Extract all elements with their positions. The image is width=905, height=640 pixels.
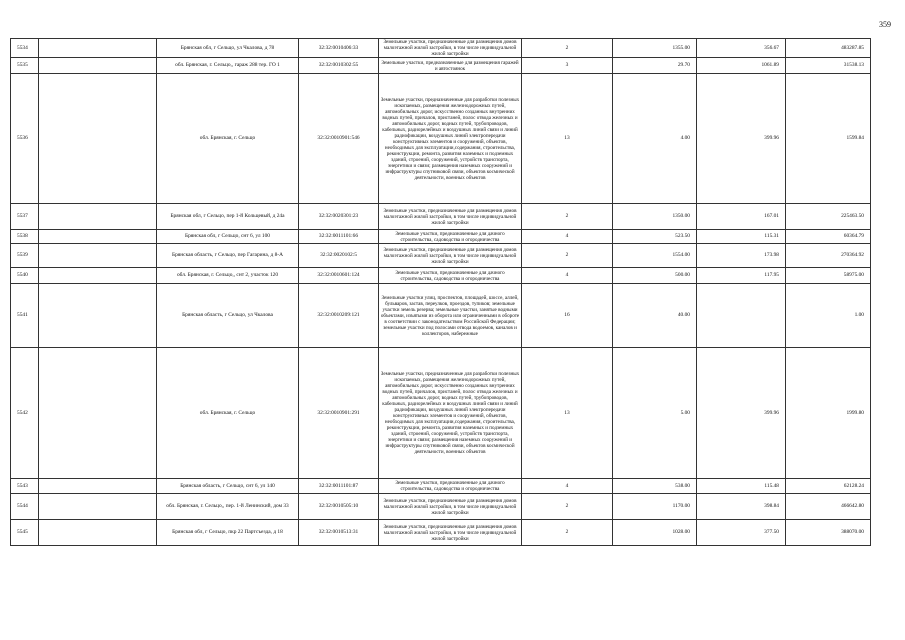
blank-cell [39,74,157,204]
cadastral-number-cell: 32:32:0010513:31 [299,520,379,546]
blank-cell [39,520,157,546]
specific-value-cell: 115.31 [697,230,786,244]
group-cell: 4 [522,268,613,284]
area-cell: 1350.00 [613,204,697,230]
group-cell: 13 [522,348,613,479]
specific-value-cell: 377.50 [697,520,786,546]
area-cell: 4.00 [613,74,697,204]
table-row [11,268,871,284]
specific-value-cell: 356.67 [697,39,786,58]
row-number: 5534 [11,39,39,58]
land-use-cell: Земельные участки, предназначенные для размещения домов малоэтажной жилой застройки, в том числе индивидуальной жилой застройки [379,244,522,268]
land-use-cell: Земельные участки, предназначенные для размещения домов малоэтажной жилой застройки, в том числе индивидуальной жилой застройки [379,39,522,58]
land-use-cell: Земельные участки, предназначенные для разработки полезных ископаемых, размещения железнодорожных путей, автомобильных дорог, искусственно созданных внутренних водных путей, причалов, пристаней, полос отвода железных и автомобильных дорог, водных путей, трубопроводов, кабельных, радиорелейных и воздушных линий связи и линий радиофикации, воздушных линий электропередачи конструктивных элементов и сооружений, объектов, необходимых для эксплуатации,содержания, строительства, реконструкции, ремонта, развития наземных и подземных зданий, строений, сооружений, устройств транспорта, энергетики и связи; размещения наземных сооружений и инфраструктуры спутниковой связи, объектов космической деятельности, военных объектов [379,74,522,204]
group-cell: 4 [522,230,613,244]
land-use-cell: Земельные участки, предназначенные для дачного строительства, садоводства и огородничества [379,268,522,284]
table-row [11,494,871,520]
row-number: 5537 [11,204,39,230]
cadastral-number-cell: 32:32:0010901:546 [299,74,379,204]
blank-cell [39,244,157,268]
address-cell: Брянская область, г Сельцо, пер Гагарина, д 8-А [157,244,299,268]
address-cell: Брянская обл, г Сельцо, пер 1-й Кольцевый, д 24а [157,204,299,230]
address-cell: обл. Брянская, г. Сельцо,, снт 2, участок 120 [157,268,299,284]
row-number: 5544 [11,494,39,520]
cadastral-number-cell: 32:32:0011101:87 [299,479,379,494]
specific-value-cell: 399.96 [697,74,786,204]
land-use-cell: Земельные участки, предназначенные для размещения домов малоэтажной жилой застройки, в том числе индивидуальной жилой застройки [379,204,522,230]
specific-value-cell: 173.98 [697,244,786,268]
land-use-cell: Земельные участки, предназначенные для размещения гаражей и автостоянок [379,58,522,74]
group-cell: 3 [522,58,613,74]
area-cell: 1028.00 [613,520,697,546]
land-use-cell: Земельные участки, предназначенные для дачного строительства, садоводства и огородничества [379,230,522,244]
row-number: 5543 [11,479,39,494]
blank-cell [39,284,157,348]
cadastral-number-cell: 32:32:0020301:23 [299,204,379,230]
blank-cell [39,479,157,494]
area-cell: 1355.00 [613,39,697,58]
cadastral-value-cell: 466642.80 [786,494,871,520]
cadastral-number-cell: 32:32:0020102:5 [299,244,379,268]
row-number: 5539 [11,244,39,268]
address-cell: обл. Брянская, г. Сельцо,, пер. 1-й Ленинский, дом 33 [157,494,299,520]
cadastral-number-cell: 32:32:0010505:10 [299,494,379,520]
cadastral-number-cell: 32:32:0010406:33 [299,39,379,58]
table-row [11,244,871,268]
area-cell: 29.70 [613,58,697,74]
group-cell: 2 [522,520,613,546]
land-use-cell: Земельные участки, предназначенные для дачного строительства, садоводства и огородничества [379,479,522,494]
page-number: 359 [879,20,891,29]
specific-value-cell: 398.84 [697,494,786,520]
specific-value-cell: 117.95 [697,268,786,284]
area-cell: 40.00 [613,284,697,348]
land-use-cell: Земельные участки, предназначенные для размещения домов малоэтажной жилой застройки, в том числе индивидуальной жилой застройки [379,494,522,520]
area-cell: 1554.00 [613,244,697,268]
specific-value-cell: 167.01 [697,204,786,230]
group-cell: 2 [522,39,613,58]
cadastral-value-cell: 483287.85 [786,39,871,58]
row-number: 5535 [11,58,39,74]
address-cell: Брянская область, г Сельцо, ул Чкалова [157,284,299,348]
address-cell: обл. Брянская, г. Сельцо [157,74,299,204]
address-cell: Брянская обл, г Сельцо, ул Чкалова, д 78 [157,39,299,58]
cadastral-value-cell: 1599.84 [786,74,871,204]
cadastral-number-cell: 32:32:0010209:121 [299,284,379,348]
table-row [11,204,871,230]
cadastral-number-cell: 32:32:0011101:66 [299,230,379,244]
cadastral-value-cell: 1999.80 [786,348,871,479]
row-number: 5538 [11,230,39,244]
table-row [11,74,871,204]
blank-cell [39,58,157,74]
area-cell: 5.00 [613,348,697,479]
cadastral-value-cell: 225463.50 [786,204,871,230]
blank-cell [39,230,157,244]
land-use-cell: Земельные участки, предназначенные для разработки полезных ископаемых, размещения железнодорожных путей, автомобильных дорог, искусственно созданных внутренних водных путей, причалов, пристаней, полос отвода железных и автомобильных дорог, водных путей, трубопроводов, кабельных, радиорелейных и воздушных линий связи и линий радиофикации, воздушных линий электропередачи конструктивных элементов и сооружений, объектов, необходимых для эксплуатации,содержания, строительства, реконструкции, ремонта, развития наземных и подземных зданий, строений, сооружений, устройств транспорта, энергетики и связи; размещения наземных сооружений и инфраструктуры спутниковой связи, объектов космической деятельности, военных объектов [379,348,522,479]
blank-cell [39,204,157,230]
group-cell: 13 [522,74,613,204]
area-cell: 538.00 [613,479,697,494]
address-cell: обл. Брянская, г. Сельцо [157,348,299,479]
blank-cell [39,494,157,520]
land-use-cell: Земельные участки, предназначенные для размещения домов малоэтажной жилой застройки, в том числе индивидуальной жилой застройки [379,520,522,546]
address-cell: Брянская обл, г Сельцо, пкр 22 Партсъезда, д 18 [157,520,299,546]
blank-cell [39,39,157,58]
table-row [11,520,871,546]
specific-value-cell: 1061.89 [697,58,786,74]
table-row [11,284,871,348]
row-number: 5542 [11,348,39,479]
table-row [11,230,871,244]
table-row [11,39,871,58]
specific-value-cell [697,284,786,348]
land-use-cell: Земельные участки улиц, проспектов, площадей, шоссе, аллей, бульваров, застав, переулков, проездов, тупиков; земельные участки земель резерва; земельные участки, занятые водными объектами, изъятыми из оборота или ограниченными в обороте в соответствии с законодательством Российской Федерации; земельные участки под полосами отвода водоемов, каналов и коллекторов, набережные [379,284,522,348]
blank-cell [39,268,157,284]
cadastral-number-cell: 32:32:0010601:124 [299,268,379,284]
cadastral-value-cell: 62128.24 [786,479,871,494]
address-cell: Брянская область, г Сельцо, снт 6, ул 140 [157,479,299,494]
area-cell: 523.50 [613,230,697,244]
group-cell: 2 [522,204,613,230]
cadastral-value-cell: 388070.00 [786,520,871,546]
cadastral-value-cell: 31538.13 [786,58,871,74]
address-cell: обл. Брянская, г. Сельцо,, гараж 288 тер. ГО 1 [157,58,299,74]
group-cell: 4 [522,479,613,494]
cadastral-number-cell: 32:32:0010901:291 [299,348,379,479]
cadastral-number-cell: 32:32:0010302:55 [299,58,379,74]
specific-value-cell: 115.48 [697,479,786,494]
group-cell: 2 [522,244,613,268]
table-row [11,348,871,479]
area-cell: 1170.00 [613,494,697,520]
cadastral-value-cell: 60364.79 [786,230,871,244]
blank-cell [39,348,157,479]
cadastral-value-cell: 1.00 [786,284,871,348]
specific-value-cell: 399.96 [697,348,786,479]
cadastral-value-cell: 58975.00 [786,268,871,284]
row-number: 5541 [11,284,39,348]
row-number: 5545 [11,520,39,546]
address-cell: Брянская обл, г Сельцо, снт 6, ул 100 [157,230,299,244]
cadastral-value-table [10,38,871,546]
group-cell: 16 [522,284,613,348]
table-row [11,479,871,494]
row-number: 5536 [11,74,39,204]
row-number: 5540 [11,268,39,284]
group-cell: 2 [522,494,613,520]
area-cell: 500.00 [613,268,697,284]
table-row [11,58,871,74]
cadastral-value-cell: 270364.92 [786,244,871,268]
